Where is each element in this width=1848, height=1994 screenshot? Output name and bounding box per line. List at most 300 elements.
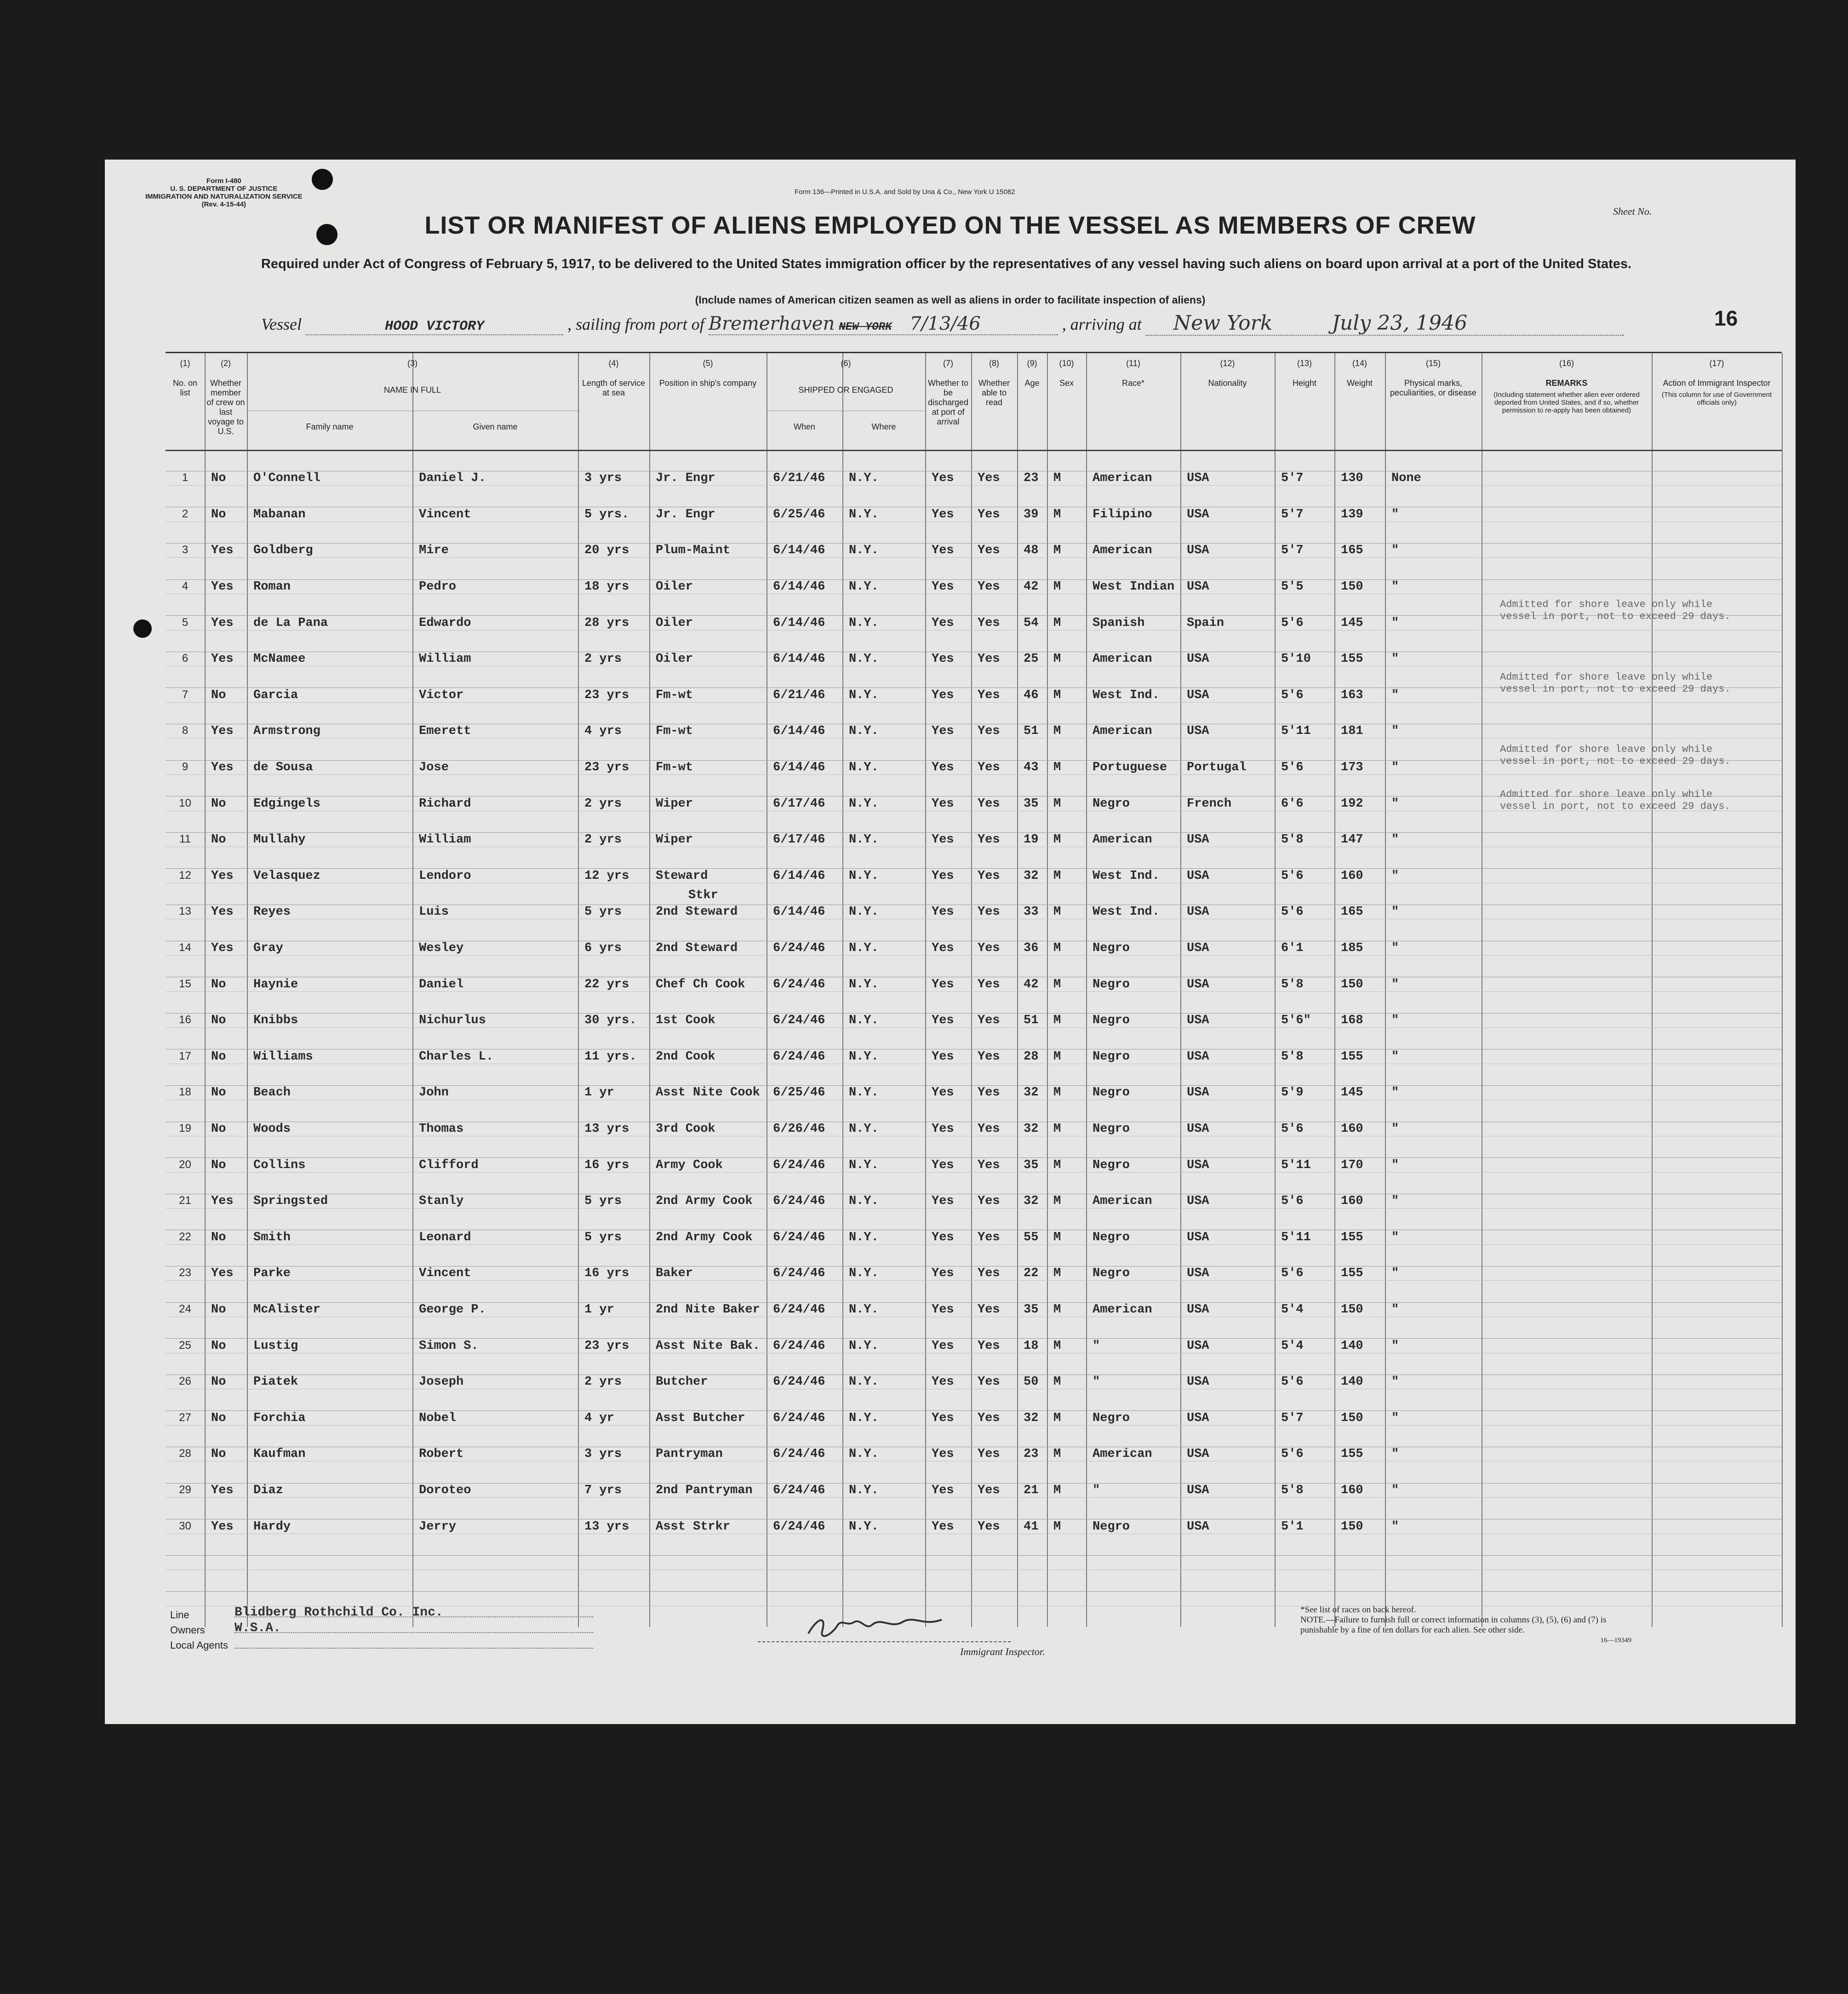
cell-given: Doroteo (419, 1484, 471, 1498)
cell-service: 22 yrs (584, 977, 629, 991)
cell-prev: No (211, 1375, 226, 1389)
cell-weight: 160 (1341, 1484, 1363, 1498)
cell-discharge: Yes (932, 796, 954, 811)
cell-where: N.Y. (849, 652, 879, 666)
cell-race: Negro (1093, 1158, 1130, 1172)
cell-read: Yes (978, 652, 1000, 666)
cell-service: 3 yrs (584, 1447, 622, 1461)
cell-sex: M (1053, 1411, 1061, 1425)
cell-read: Yes (978, 1230, 1000, 1244)
cell-marks: " (1391, 796, 1399, 811)
cell-given: Pedro (419, 580, 457, 594)
form-number: Form I-480 (206, 177, 241, 185)
cell-when: 6/21/46 (773, 688, 825, 702)
arrival-field (1146, 311, 1624, 336)
column-header: SHIPPED OR ENGAGED (798, 385, 893, 395)
sailing-date-handwritten: 7/13/46 (910, 313, 981, 334)
column-number: (5) (703, 359, 713, 368)
cell-position: Chef Ch Cook (656, 977, 745, 991)
column-header: Whether able to read (978, 378, 1010, 407)
cell-height: 5'1 (1281, 1519, 1304, 1534)
penalty-note: NOTE.—Failure to furnish full or correct information in columns (3), (5), (6) and (7) is punishable by a fine of ten dollars for each alien. See other side. (1300, 1615, 1607, 1635)
cell-when: 6/24/46 (773, 1266, 825, 1281)
cell-service: 23 yrs (584, 688, 629, 702)
cell-weight: 168 (1341, 1014, 1363, 1028)
cell-discharge: Yes (932, 1339, 954, 1353)
cell-no: 25 (179, 1339, 191, 1352)
row-divider (166, 1302, 1782, 1303)
cell-nat: USA (1187, 1122, 1209, 1136)
cell-age: 43 (1024, 761, 1039, 775)
cell-where: N.Y. (849, 1122, 879, 1136)
cell-prev: Yes (211, 1519, 234, 1534)
cell-weight: 145 (1341, 616, 1363, 630)
cell-nat: USA (1187, 1049, 1209, 1064)
column-number: (14) (1352, 359, 1367, 368)
cell-height: 5'8 (1281, 1484, 1304, 1498)
cell-when: 6/14/46 (773, 761, 825, 775)
cell-age: 50 (1024, 1375, 1039, 1389)
cell-given: Victor (419, 688, 464, 702)
cell-when: 6/25/46 (773, 507, 825, 521)
cell-read: Yes (978, 796, 1000, 811)
cell-family: Smith (253, 1230, 291, 1244)
cell-marks: " (1391, 652, 1399, 666)
row-divider (166, 774, 1782, 775)
cell-family: Roman (253, 580, 291, 594)
cell-when: 6/24/46 (773, 1014, 825, 1028)
cell-height: 5'6 (1281, 1194, 1304, 1209)
cell-prev: Yes (211, 1266, 234, 1281)
cell-where: N.Y. (849, 761, 879, 775)
cell-sex: M (1053, 796, 1061, 811)
cell-no: 6 (182, 652, 189, 665)
cell-position: Asst Nite Bak. (656, 1339, 760, 1353)
column-divider (1017, 353, 1018, 1627)
cell-where: N.Y. (849, 1411, 879, 1425)
cell-age: 32 (1024, 1122, 1039, 1136)
cell-age: 28 (1024, 1049, 1039, 1064)
cell-prev: No (211, 1447, 226, 1461)
cell-read: Yes (978, 1447, 1000, 1461)
cell-service: 1 yr (584, 1303, 614, 1317)
cell-family: Williams (253, 1049, 313, 1064)
line-value: Blidberg Rothchild Co. Inc. (235, 1605, 443, 1620)
cell-position: Fm-wt (656, 688, 693, 702)
cell-where: N.Y. (849, 1049, 879, 1064)
cell-age: 22 (1024, 1266, 1039, 1281)
cell-when: 6/24/46 (773, 1158, 825, 1172)
sailing-label: , sailing from port of (567, 315, 704, 333)
page-title: LIST OR MANIFEST OF ALIENS EMPLOYED ON THE VESSEL AS MEMBERS OF CREW (424, 212, 1476, 239)
remark-note: Admitted for shore leave only while vessel in port, not to exceed 29 days. (1500, 743, 1731, 767)
cell-height: 5'6 (1281, 1122, 1304, 1136)
cell-prev: Yes (211, 1194, 234, 1209)
cell-sex: M (1053, 833, 1061, 847)
cell-no: 19 (179, 1122, 191, 1135)
vessel-name: HOOD VICTORY (306, 319, 563, 335)
cell-prev: No (211, 1158, 226, 1172)
cell-where: N.Y. (849, 1194, 879, 1209)
cell-weight: 130 (1341, 471, 1363, 486)
cell-weight: 170 (1341, 1158, 1363, 1172)
cell-read: Yes (978, 941, 1000, 956)
cell-where: N.Y. (849, 1014, 879, 1028)
column-divider (1086, 353, 1087, 1627)
cell-nat: USA (1187, 1339, 1209, 1353)
column-number: (15) (1425, 359, 1441, 368)
row-divider (166, 1591, 1782, 1592)
cell-position: Jr. Engr (656, 507, 715, 521)
cell-race: American (1093, 1447, 1152, 1461)
line-label: Line (170, 1609, 189, 1621)
cell-no: 27 (179, 1411, 191, 1424)
cell-height: 5'7 (1281, 1411, 1304, 1425)
vessel-label: Vessel (261, 315, 302, 333)
cell-age: 21 (1024, 1484, 1039, 1498)
row-divider (166, 955, 1782, 956)
row-divider (166, 543, 1782, 544)
cell-nat: USA (1187, 905, 1209, 919)
cell-sex: M (1053, 724, 1061, 739)
column-header-note: (Including statement whether alien ever ordered deported from United States, and if so, whether permission to re-apply has been obtained) (1493, 391, 1640, 414)
cell-given: Edwardo (419, 616, 471, 630)
cell-race: Negro (1093, 941, 1130, 956)
cell-height: 5'7 (1281, 544, 1304, 558)
cell-height: 5'6 (1281, 1447, 1304, 1461)
cell-prev: No (211, 1303, 226, 1317)
cell-discharge: Yes (932, 1266, 954, 1281)
cell-family: O'Connell (253, 471, 320, 486)
column-number: (8) (989, 359, 999, 368)
cell-age: 41 (1024, 1519, 1039, 1534)
cell-when: 6/24/46 (773, 1484, 825, 1498)
cell-nat: USA (1187, 1303, 1209, 1317)
cell-given: Thomas (419, 1122, 464, 1136)
cell-nat: USA (1187, 1411, 1209, 1425)
races-note: *See list of races on back hereof. (1300, 1605, 1416, 1615)
cell-weight: 150 (1341, 580, 1363, 594)
cell-marks: " (1391, 1411, 1399, 1425)
sailing-port-typed: NEW YORK (839, 321, 892, 333)
cell-discharge: Yes (932, 905, 954, 919)
cell-weight: 140 (1341, 1339, 1363, 1353)
cell-service: 23 yrs (584, 1339, 629, 1353)
sailing-port-handwritten: Bremerhaven (708, 313, 835, 334)
cell-when: 6/24/46 (773, 1375, 825, 1389)
column-header: Race* (1121, 378, 1145, 388)
cell-position: Asst Strkr (656, 1519, 731, 1534)
cell-nat: USA (1187, 977, 1209, 991)
cell-height: 5'6 (1281, 761, 1304, 775)
cell-age: 42 (1024, 977, 1039, 991)
row-divider (166, 1483, 1782, 1484)
column-divider (1385, 353, 1386, 1627)
cell-position: Steward (656, 869, 708, 883)
cell-nat: USA (1187, 1230, 1209, 1244)
cell-race: American (1093, 833, 1152, 847)
cell-age: 32 (1024, 1411, 1039, 1425)
cell-age: 35 (1024, 1303, 1039, 1317)
column-header: REMARKS (1545, 378, 1588, 388)
cell-weight: 139 (1341, 507, 1363, 521)
cell-height: 5'6 (1281, 1266, 1304, 1281)
cell-discharge: Yes (932, 1375, 954, 1389)
cell-position: Wiper (656, 796, 693, 811)
cell-no: 28 (179, 1447, 191, 1460)
column-number: (6) (841, 359, 851, 368)
cell-race: American (1093, 724, 1152, 739)
cell-weight: 150 (1341, 1411, 1363, 1425)
cell-no: 16 (179, 1014, 191, 1026)
row-divider (166, 1425, 1782, 1426)
column-number: (2) (221, 359, 231, 368)
row-divider (166, 702, 1782, 703)
cell-position: Butcher (656, 1375, 708, 1389)
row-divider (166, 485, 1782, 486)
cell-given: Robert (419, 1447, 464, 1461)
cell-weight: 185 (1341, 941, 1363, 956)
cell-no: 9 (182, 761, 189, 774)
cell-sex: M (1053, 905, 1061, 919)
cell-race: Negro (1093, 1014, 1130, 1028)
cell-marks: " (1391, 580, 1399, 594)
cell-where: N.Y. (849, 869, 879, 883)
cell-nat: USA (1187, 1519, 1209, 1534)
cell-race: Negro (1093, 1411, 1130, 1425)
department: U. S. DEPARTMENT OF JUSTICE (170, 185, 278, 193)
cell-sex: M (1053, 1194, 1061, 1209)
cell-nat: USA (1187, 652, 1209, 666)
column-number: (16) (1559, 359, 1574, 368)
column-number: (9) (1027, 359, 1037, 368)
cell-where: N.Y. (849, 1230, 879, 1244)
cell-no: 13 (179, 905, 191, 918)
cell-prev: No (211, 1230, 226, 1244)
column-divider (842, 353, 843, 1627)
cell-weight: 140 (1341, 1375, 1363, 1389)
cell-service: 2 yrs (584, 1375, 622, 1389)
row-divider (166, 991, 1782, 992)
cell-marks: " (1391, 507, 1399, 521)
cell-race: Portuguese (1093, 761, 1167, 775)
cell-height: 5'11 (1281, 1230, 1311, 1244)
cell-prev: No (211, 1122, 226, 1136)
cell-service: 20 yrs (584, 544, 629, 558)
cell-given: Luis (419, 905, 449, 919)
cell-family: Gray (253, 941, 283, 956)
cell-discharge: Yes (932, 471, 954, 486)
cell-sex: M (1053, 761, 1061, 775)
cell-read: Yes (978, 544, 1000, 558)
row-divider (166, 1157, 1782, 1158)
row-divider (166, 1497, 1782, 1498)
cell-nat: USA (1187, 1014, 1209, 1028)
column-number: (12) (1220, 359, 1235, 368)
cell-nat: USA (1187, 1086, 1209, 1100)
inspector-line (758, 1641, 1011, 1642)
cell-read: Yes (978, 1375, 1000, 1389)
cell-when: 6/24/46 (773, 1447, 825, 1461)
arriving-label: , arriving at (1062, 315, 1142, 333)
cell-discharge: Yes (932, 1158, 954, 1172)
cell-marks: " (1391, 1519, 1399, 1534)
column-header: Nationality (1208, 378, 1247, 388)
cell-age: 23 (1024, 1447, 1039, 1461)
cell-nat: Portugal (1187, 761, 1247, 775)
cell-given: Nichurlus (419, 1014, 486, 1028)
footer-dots (235, 1616, 593, 1617)
cell-marks: " (1391, 941, 1399, 956)
cell-no: 1 (182, 471, 189, 484)
cell-no: 10 (179, 796, 191, 809)
cell-age: 32 (1024, 1086, 1039, 1100)
column-divider (247, 353, 248, 1627)
column-divider (412, 353, 413, 1627)
cell-where: N.Y. (849, 688, 879, 702)
cell-given: Vincent (419, 1266, 471, 1281)
cell-prev: No (211, 1014, 226, 1028)
cell-service: 5 yrs (584, 905, 622, 919)
cell-age: 33 (1024, 905, 1039, 919)
cell-when: 6/24/46 (773, 977, 825, 991)
cell-family: Lustig (253, 1339, 298, 1353)
cell-when: 6/14/46 (773, 652, 825, 666)
cell-read: Yes (978, 616, 1000, 630)
cell-weight: 165 (1341, 544, 1363, 558)
cell-nat: USA (1187, 1447, 1209, 1461)
column-divider (1047, 353, 1048, 1627)
column-divider (925, 353, 926, 1627)
cell-height: 5'6 (1281, 905, 1304, 919)
cell-race: American (1093, 652, 1152, 666)
cell-marks: " (1391, 1194, 1399, 1209)
cell-when: 6/24/46 (773, 1049, 825, 1064)
cell-where: N.Y. (849, 977, 879, 991)
cell-discharge: Yes (932, 544, 954, 558)
cell-where: N.Y. (849, 1447, 879, 1461)
page-subtitle: Required under Act of Congress of February 5, 1917, to be delivered to the United States immigration officer by the representatives of any vessel having such aliens on board upon arrival at a port of the United States. (261, 257, 1632, 271)
row-divider (166, 1013, 1782, 1014)
cell-sex: M (1053, 1230, 1061, 1244)
cell-read: Yes (978, 1158, 1000, 1172)
cell-when: 6/14/46 (773, 905, 825, 919)
sheet-number: 16 (1714, 306, 1738, 330)
cell-service: 4 yrs (584, 724, 622, 739)
cell-sex: M (1053, 1122, 1061, 1136)
form-header (145, 177, 303, 208)
column-header: Height (1292, 378, 1317, 388)
column-divider (1180, 353, 1181, 1627)
cell-age: 55 (1024, 1230, 1039, 1244)
punch-hole (312, 169, 333, 190)
cell-read: Yes (978, 833, 1000, 847)
cell-marks: " (1391, 1086, 1399, 1100)
cell-service: 16 yrs (584, 1158, 629, 1172)
cell-when: 6/24/46 (773, 1339, 825, 1353)
cell-discharge: Yes (932, 1484, 954, 1498)
cell-read: Yes (978, 1014, 1000, 1028)
column-divider (1782, 353, 1783, 1627)
cell-when: 6/24/46 (773, 1194, 825, 1209)
cell-when: 6/24/46 (773, 941, 825, 956)
cell-nat: USA (1187, 507, 1209, 521)
cell-marks: " (1391, 869, 1399, 883)
cell-position: Jr. Engr (656, 471, 715, 486)
cell-discharge: Yes (932, 724, 954, 739)
cell-race: American (1093, 471, 1152, 486)
owners-value: W.S.A. (235, 1621, 281, 1635)
cell-family: Velasquez (253, 869, 320, 883)
row-divider (166, 1027, 1782, 1028)
cell-family: Parke (253, 1266, 291, 1281)
cell-position: Oiler (656, 616, 693, 630)
cell-when: 6/24/46 (773, 1230, 825, 1244)
cell-prev: No (211, 1411, 226, 1425)
cell-height: 5'8 (1281, 977, 1304, 991)
cell-discharge: Yes (932, 1014, 954, 1028)
cell-when: 6/14/46 (773, 724, 825, 739)
column-header: Length of service at sea (582, 378, 646, 397)
row-divider (166, 1085, 1782, 1086)
cell-no: 8 (182, 724, 189, 737)
cell-family: Armstrong (253, 724, 320, 739)
cell-discharge: Yes (932, 688, 954, 702)
punch-hole (133, 619, 152, 638)
cell-sex: M (1053, 977, 1061, 991)
cell-nat: USA (1187, 471, 1209, 486)
crew-table (166, 352, 1782, 1627)
cell-marks: " (1391, 1014, 1399, 1028)
cell-given: Lendoro (419, 869, 471, 883)
cell-no: 12 (179, 869, 191, 882)
cell-family: Reyes (253, 905, 291, 919)
cell-sex: M (1053, 1447, 1061, 1461)
cell-sex: M (1053, 544, 1061, 558)
cell-service: 13 yrs (584, 1519, 629, 1534)
cell-height: 5'10 (1281, 652, 1311, 666)
cell-read: Yes (978, 761, 1000, 775)
cell-race: West Ind. (1093, 905, 1160, 919)
footer-notes (1300, 1605, 1631, 1645)
column-header: Action of Immigrant Inspector (1663, 378, 1771, 388)
row-divider (166, 1172, 1782, 1173)
cell-when: 6/25/46 (773, 1086, 825, 1100)
cell-age: 35 (1024, 796, 1039, 811)
cell-position-note: Stkr (688, 888, 718, 903)
cell-age: 32 (1024, 1194, 1039, 1209)
cell-age: 25 (1024, 652, 1039, 666)
cell-age: 42 (1024, 580, 1039, 594)
cell-weight: 155 (1341, 1230, 1363, 1244)
cell-marks: " (1391, 688, 1399, 702)
cell-service: 1 yr (584, 1086, 614, 1100)
column-header: NAME IN FULL (383, 385, 441, 395)
cell-nat: USA (1187, 1158, 1209, 1172)
cell-race: West Ind. (1093, 688, 1160, 702)
cell-marks: " (1391, 1375, 1399, 1389)
cell-where: N.Y. (849, 941, 879, 956)
column-header: Position in ship's company (659, 378, 757, 388)
cell-service: 5 yrs (584, 1194, 622, 1209)
cell-nat: USA (1187, 1375, 1209, 1389)
cell-prev: Yes (211, 580, 234, 594)
cell-age: 19 (1024, 833, 1039, 847)
cell-nat: USA (1187, 1194, 1209, 1209)
row-divider (166, 1555, 1782, 1556)
cell-weight: 192 (1341, 796, 1363, 811)
cell-prev: No (211, 796, 226, 811)
